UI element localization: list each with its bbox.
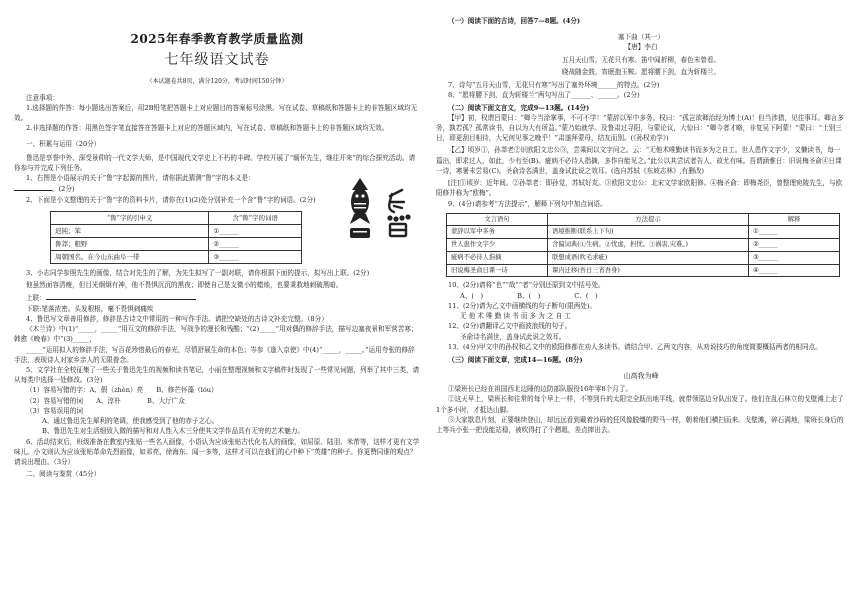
option-a[interactable]: A、( ): [460, 291, 484, 300]
note-1: 1.选择题的作答：每小题选出答案后，用2B铅笔把答题卡上对应题目的答案标号涂黑。写在试卷、草稿纸和答题卡上的非答题区域均无效。: [14, 103, 418, 123]
passage-yi: 【乙】顷岁①，孙莘老②识欧阳文忠公③，尝乘间以文字问之。云：“无他术唯勤读书而多为之自工。世人患作文字少，又懒读书，每一篇出，即求过人，如此，少有至(B)。疵病不必待人指摘，多作自能见之。”此公以其尝试者告人，故尤有味。吾谓涵雅日：旧说梅圣俞④日课一诗，寒暑未尝易(C)。圣俞诗名满世，盖身试此说之效耳。(选自苏轼《东坡志林》,有删改): [436, 146, 842, 175]
lower-couplet: 下联:笔落浓密。头发根根，毫不畏惧刺痛疾: [26, 304, 154, 313]
table-header: 文言语句: [447, 213, 548, 226]
question-3: 3、小志同学参照先生的画像，结合对先生的了解，为先生拟写了一副对联，请你根据下面的提示，拟写出上联。(2分): [26, 269, 370, 278]
answer-blank[interactable]: [14, 183, 52, 191]
question-4-part-b: _____”运用拟人的修辞手法，写百花珍惜最后的春光，尽情舒展生命的本色；岑参《逢入京使》中(4)“_____，_____。”运用夸张的修辞手法，表现诗人对家乡亲人的无限眷念。: [14, 345, 415, 364]
question-11: 11、(2分)请为乙文中画横线的句子断句(限两处)。: [448, 301, 597, 310]
table-header: 含“鲁”字的词语: [209, 211, 302, 224]
question-5-1: （1）容易写错的字：A、假（zhèn）亮 B、修芒怀藻（lóu）: [26, 386, 218, 395]
question-12: 12、(2分)请翻译乙文中画波浪线的句子。: [448, 322, 572, 331]
section-2-heading: 二、阅读与鉴赏（45分）: [26, 470, 101, 479]
part-2-heading: （二）阅读下面文言文，完成9—13题。(14分): [448, 103, 590, 112]
option-b[interactable]: B、( ): [517, 291, 541, 300]
table-row: 周朝国名。在今山东曲阜一带 ③______: [51, 250, 302, 263]
question-7: 7、诗句“五月天山雪，无花只有寒”写出了塞外环境______的特点。(2分): [448, 81, 660, 90]
poem-line-2: 晓战随金鼓，宵眠抱玉鞍。愿将腰下剑，直为斩楼兰。: [561, 67, 721, 76]
annotations: [注]①顷岁：近年间。②孙莘老：即孙觉，苏轼好友。③欧阳文忠公：北宋文学家欧阳修。④梅圣俞：即梅尧臣，曾整理宛陵先生，与欧阳修并称为“欧梅”。: [436, 179, 843, 198]
table-row: 蒙辞以军中多务 语境推断(联系上下句) ①______: [447, 226, 840, 239]
table-header: 方法提示: [548, 213, 749, 226]
essay-paragraph-3: ③大家歇息片刻，正要继续登山，却远远看到戴着沙砾的狂风像脱缰的野马一样，朝着他们横扫而来。戈壁滩，碎石满地，梁班长身后的上等兵小张一把没能站稳，被吹得打了个趔趄，差点摔出去。: [436, 415, 844, 434]
right-column: [436, 0, 846, 595]
exam-subtitle: 七年级语文试卷: [164, 51, 270, 68]
lu-character-origin-image: [338, 176, 418, 244]
question-5: 5、文学社在全校征集了一些关于鲁迅先生的视频和读书笔记，小丽在整理视频和文字稿件时发现了一些常见词题，列举了其中三类，请从每类中选择一处修改。(3分): [14, 365, 420, 385]
poem-line-1: 五月天山雪，无花只有寒。笛中闻折柳，春色未曾看。: [561, 55, 721, 64]
word-explanation-table: [446, 213, 840, 278]
question-12-sentence: 圣俞诗名满世，盖身试此说之效耳。: [460, 332, 566, 341]
essay-paragraph-1: ①梁班长已经在祖国西北边陲的边防部队服役16年零8个月了。: [448, 385, 633, 394]
question-1: 1、右图是小语展示的关于“鲁”字起源的图片，请你据此猜测“鲁”字的本义是： 。(2分): [14, 173, 420, 194]
question-5-3-a: A、通过鲁迅先生犀利的笔调，使我感受到了他的赤子之心。: [42, 417, 219, 426]
answer-blank[interactable]: [46, 292, 196, 300]
option-c[interactable]: C、( ): [574, 291, 598, 300]
exam-title: 2025年春季教育教学质量监测: [130, 32, 304, 46]
section-1-intro: 鲁迅是享誉中外、深受景仰的一代文学大师，是中国现代文学史上不朽的丰碑。学校开展了“缅怀先生，继往开来”的综合探究活动。请你参与并完成下列任务。: [14, 153, 416, 172]
table-row: 世人患作文字少 含偏词典(①生病。②忧虑，担忧。③祸害,灾难。) ②______: [447, 239, 840, 252]
question-6: 6、活动结束后，班级准备在教室内张贴一些名人画像，小语认为应该张贴古代化名人的画像，如屈原、陆羽、米芾等，这样才更有文学味儿。小文则认为应该张贴革命先烈画像，如邓亮、徐海东、闻一多等，这样才可以在我们的心中种下“英雄”的种子。你更赞同谁的观点？请说出理由。（3分）: [14, 437, 420, 466]
question-8: 8、“愿将腰下剑，直为斩楼兰”两句写出了______、______。(2分): [448, 91, 640, 100]
table-row: 疵病不必待人指摘 联想成语(吹毛求疵) ③______: [447, 251, 840, 264]
question-10-options: [436, 291, 846, 301]
question-5-3-b: B、鲁迅先生对生活细致入微的描写和对人性入木三分使其文学作品具有无穷的艺术魅力。: [42, 427, 304, 436]
section-1-heading: 一、积累与运用（20分）: [26, 140, 101, 149]
note-2: 2.非选择题的作答：用黑色签字笔直接答在答题卡上对应的答题区域内，写在试卷、草稿纸和答题卡上的非答题区域均无效。: [26, 124, 389, 133]
question-4-part-a: 《木兰诗》中(1)“_____，_____”用互文的修辞手法，写战争的漫长和残酷；“(2)_____”用对偶的修辞手法，描写边塞夜景和军营苦寒；韩愈《晚春》中“(3)_____，: [14, 325, 418, 344]
left-column: [14, 0, 420, 595]
table-row: 旧说梅圣俞日课一诗 课内迁移(吾日三省吾身) ④______: [447, 264, 840, 277]
essay-paragraph-2: ②这天早上，梁班长和往常的每个早上一样，不等到升的太阳完全跃出地平线，就带领巡边分队出发了。他们在乱石林立的戈壁滩上走了1个多小时，才抵达山脚。: [436, 395, 844, 414]
question-5-3: （3）容易误用的词: [26, 406, 83, 415]
poem-author: 【唐】李白: [624, 43, 658, 52]
table-header: 解释: [749, 213, 840, 226]
part-1-heading: （一）阅读下面的古诗，回答7—8题。(4分): [448, 17, 581, 25]
question-10: 10、(2分)请将“也”“哉”“者”分别还原到文中括号处。: [448, 281, 605, 290]
notes-heading: 注意事项：: [26, 93, 59, 102]
question-2: 2、下面是小文整理的关于“鲁”字的资料卡片，请你在(1)(2)处分别补充一个含“鲁”字的词语。(2分): [26, 195, 316, 204]
question-4: 4、鲁迅写文章善用修辞，修辞是古诗文中常用的一种写作手法。请把空缺处的古诗文补充完整。（8分）: [26, 314, 328, 323]
question-13: 13、(4分)甲文中的孙权和乙文中的欧阳修都在劝人多读书。请结合甲、乙两文内容，从劝说技巧的角度简要概括两者的相同点。: [448, 342, 822, 351]
question-5-2: （2）容易写错的词 A、淳朴 B、大厅广众: [26, 396, 185, 405]
essay-title: 山高我为峰: [623, 372, 659, 381]
poem-title: 塞下曲（其一）: [617, 33, 665, 42]
table-header: “鲁”字的引申义: [51, 211, 209, 224]
passage-jia: 【甲】初，权谓吕蒙曰：“卿今当涂掌事，不可不学！”蒙辞以军中多务。权曰：“孤岂欲卿治经为博士(A)！但当涉猎，见往事耳。卿言多务，孰若孤？孤常读书，自以为大有所益。”蒙乃始就学。及鲁肃过寻阳，与蒙论议，大惊曰：“卿今者才略，非复吴下阿蒙！”蒙曰：“士别三日，即更刮目相待，大兄何见事之晚乎！”肃遂拜蒙母，结友而别。(《孙权劝学》): [436, 113, 844, 143]
table-row: 迟钝；笨 ①______: [51, 224, 302, 237]
question-9: 9、(4分)请参考“方法提示”，解释下列句中加点词语。: [448, 199, 607, 208]
part-3-heading: （三）阅读下面文章，完成14—16题。(8分): [448, 356, 583, 364]
question-11-sentence: 无 他 术 唯 勤 读 书 而 多 为 之 自 工: [460, 312, 571, 321]
upper-couplet: 上联：: [14, 292, 420, 303]
lu-word-table: [50, 211, 302, 264]
exam-info: （本试题卷共8页，满分120分，考试时间150分钟）: [146, 78, 288, 86]
table-row: 鲁莽；粗野 ②______: [51, 237, 302, 250]
question-3-body: 他虽然面容清瘦，但目光炯炯有神，他不畏惧沉沉的黑夜；即使自己是支微小的蜡烛，也要秉救地刺破黑暗。: [26, 281, 343, 290]
